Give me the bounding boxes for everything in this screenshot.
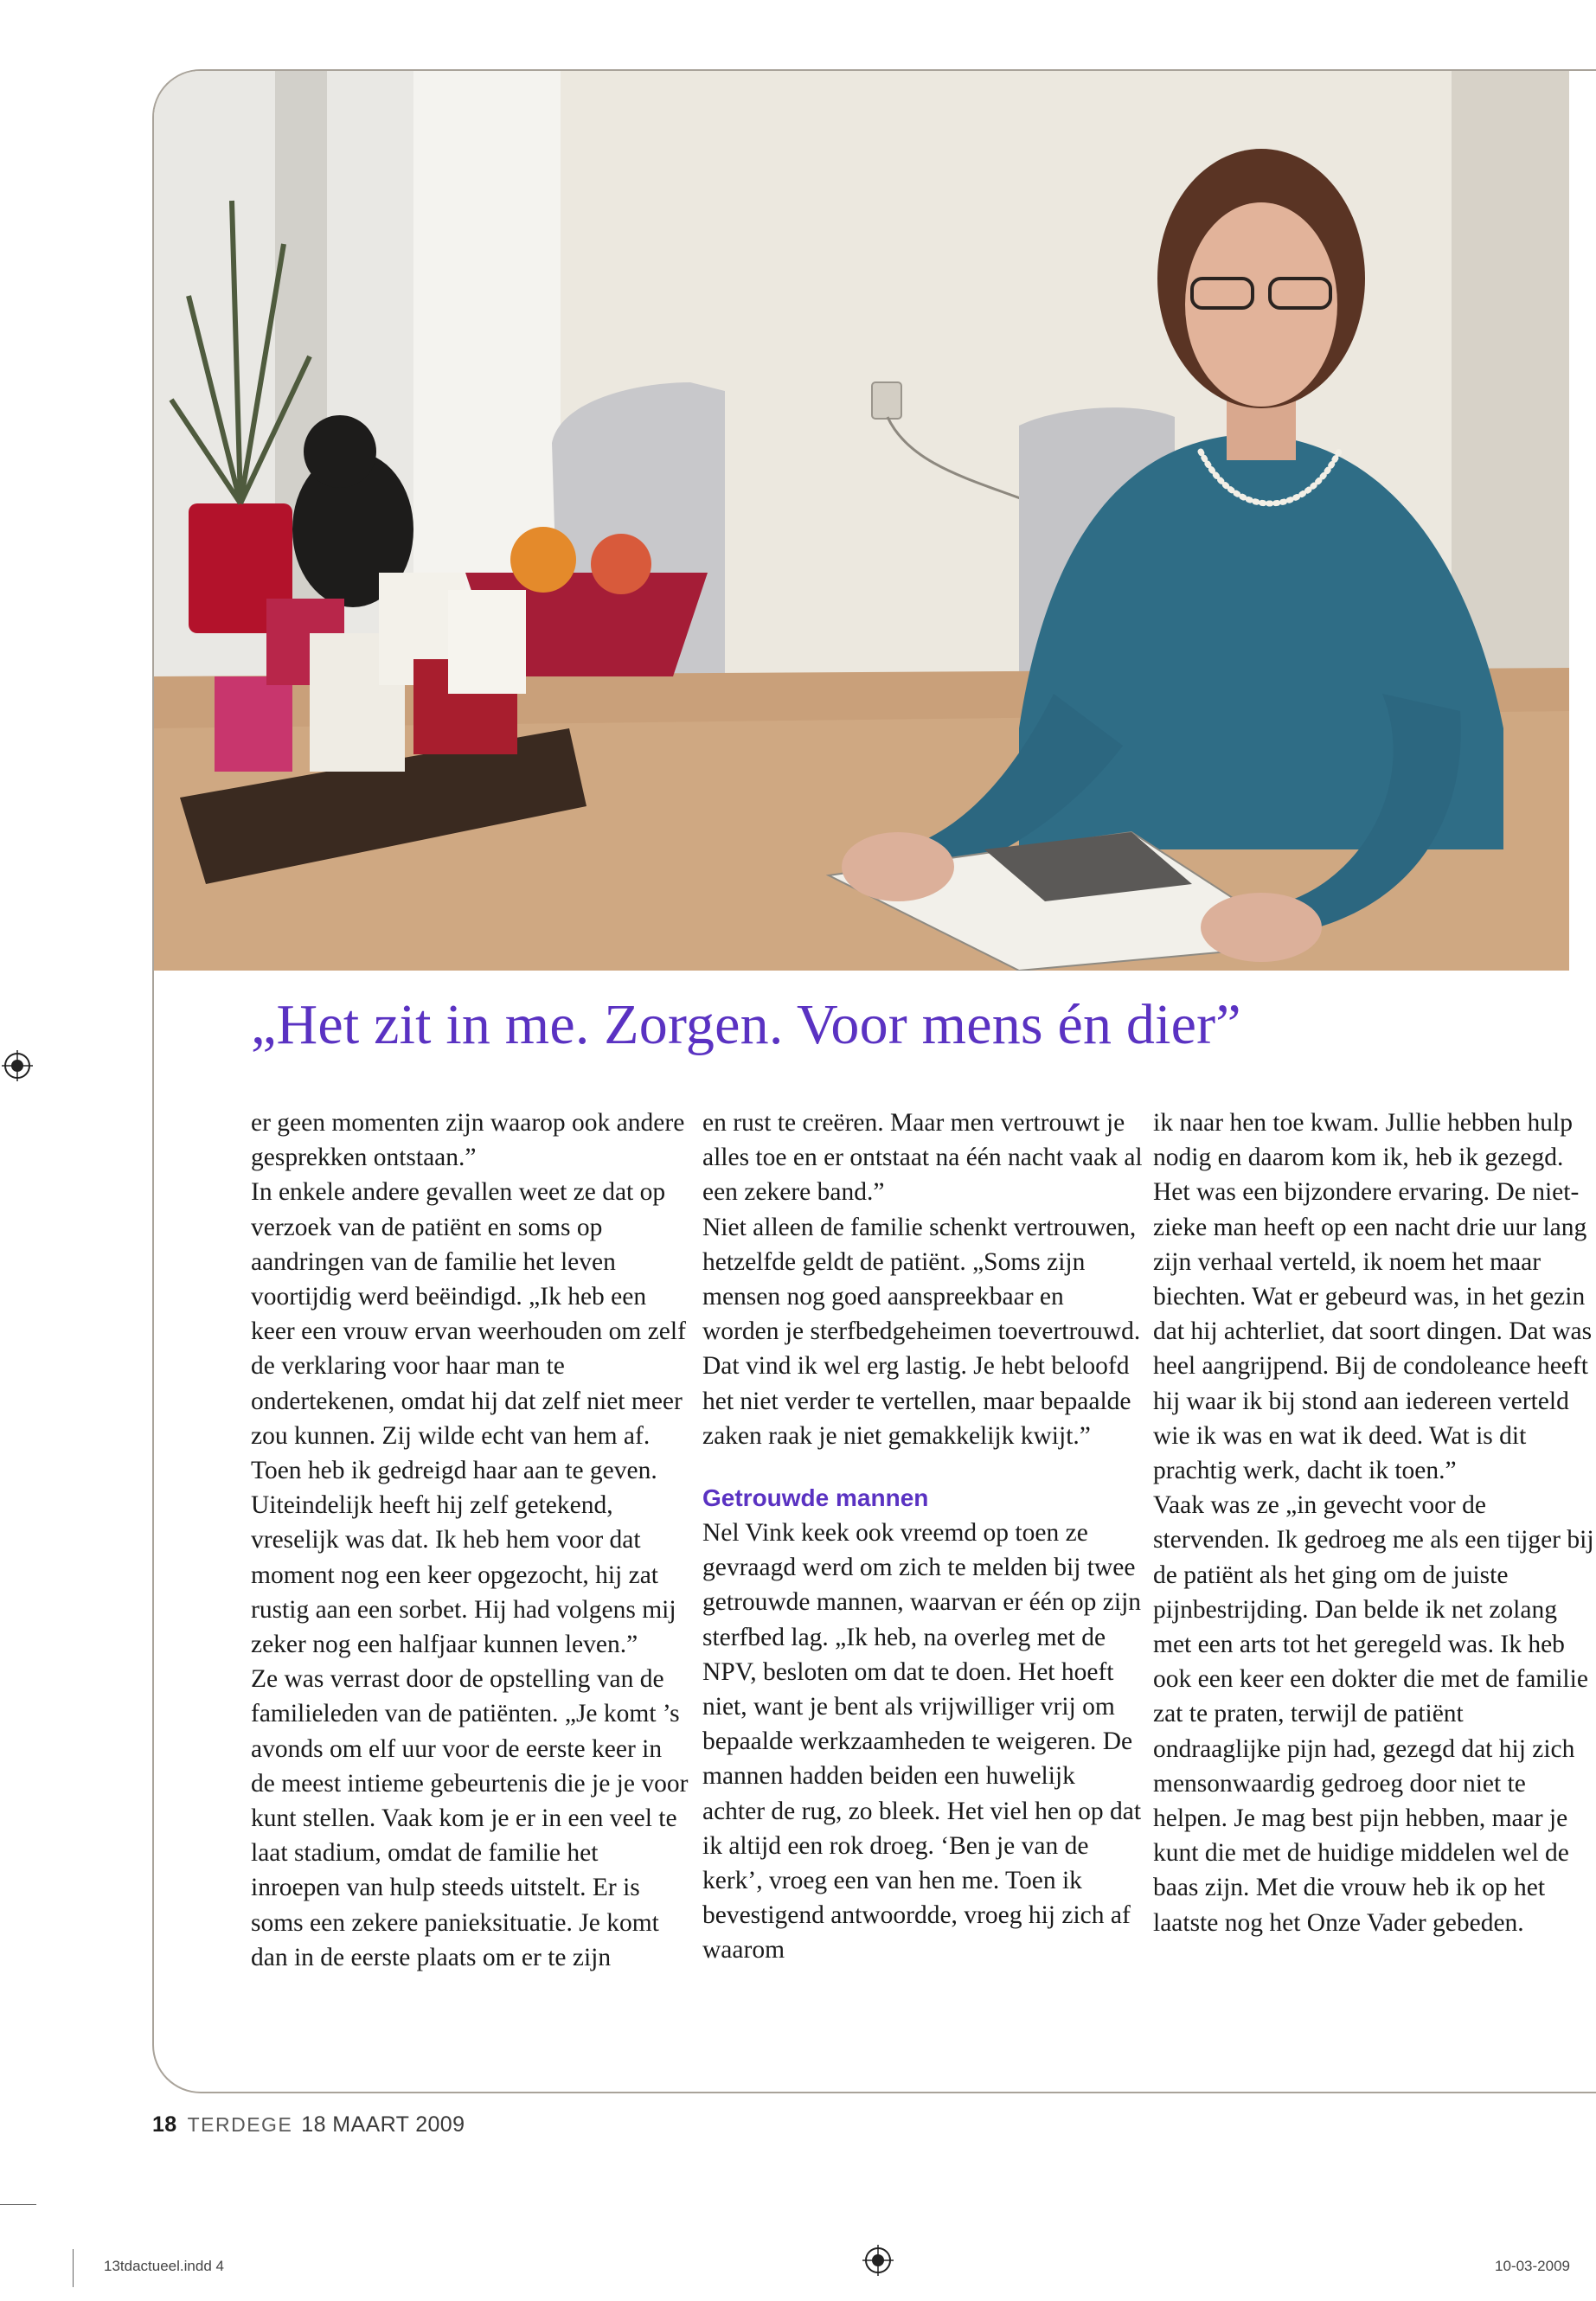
text-column-2 bbox=[702, 1106, 1144, 1968]
magazine-name: TERDEGE bbox=[187, 2113, 293, 2136]
cat-head bbox=[304, 415, 376, 488]
candle-pink bbox=[215, 676, 292, 772]
hand-right bbox=[1201, 893, 1322, 962]
text-column-1 bbox=[251, 1106, 692, 1975]
paragraph: Nel Vink keek ook vreemd op toen ze gevraagd werd om zich te melden bij twee getrouwde mannen, waarvan er één op zijn sterfbed lag. „Ik heb, na overleg met de NPV, besloten om dat te doen. Het hoeft niet, want je bent als vrijwilliger vrij om bepaalde werkzaamheden te weigeren. De mannen hadden beiden een huwelijk achter de rug, zo bleek. Het viel hen op dat ik altijd een rok droeg. ‘Ben je van de kerk’, vroeg een van hen me. Toen ik bevestigend antwoordde, vroeg hij zich af waarom bbox=[702, 1519, 1142, 1965]
issue-date: 18 MAART 2009 bbox=[301, 2112, 465, 2137]
paragraph: Ze was verrast door de opstelling van de familieleden van de patiënten. „Je komt ’s avonds om elf uur voor de eerste keer in de meest intieme gebeurtenis die je je voor kunt stellen. Vaak kom je er in een veel te laat stadium, omdat de familie het inroepen van hulp steeds uitstelt. Er is soms een zekere panieksituatie. Je komt dan in de eerste plaats om er te zijn bbox=[251, 1665, 689, 1971]
paragraph: en rust te creëren. Maar men vertrouwt je alles toe en er ontstaat na één nacht vaak al een zekere band.” bbox=[702, 1109, 1143, 1207]
candle-white-3 bbox=[448, 590, 526, 694]
pull-quote-headline: „Het zit in me. Zorgen. Voor mens én dier” bbox=[251, 993, 1241, 1056]
paragraph: er geen momenten zijn waarop ook andere gesprekken ontstaan.” bbox=[251, 1109, 685, 1172]
page-number: 18 bbox=[152, 2112, 177, 2137]
paragraph: Vaak was ze „in gevecht voor de stervenden. Ik gedroeg me als een tijger bij de patiënt als het ging om de juiste pijnbestrijding. Dan belde ik net zolang met een arts tot het geregeld was. Ik heb ook een keer een dokter die met de familie zat te praten, terwijl de patiënt ondraaglijke pijn had, gezegd dat hij zich mensonwaardig gedroeg door niet te helpen. Je mag best pijn hebben, maar je kunt die met de huidige middelen wel de baas zijn. Met die vrouw heb ik op het laatste nog het Onze Vader gebeden. bbox=[1153, 1491, 1594, 1937]
crop-mark bbox=[0, 2204, 36, 2205]
section-subhead: Getrouwde mannen bbox=[702, 1484, 929, 1512]
text-column-3 bbox=[1153, 1106, 1594, 1940]
article-photo bbox=[154, 71, 1569, 971]
paragraph: In enkele andere gevallen weet ze dat op verzoek van de patiënt en soms op aandringen van de familie het leven voortijdig werd beëindigd. „Ik heb een keer een vrouw ervan weerhouden om zelf de verklaring voor haar man te ondertekenen, omdat hij dat zelf niet meer zou kunnen. Zij wilde echt van hem af. Toen heb ik gedreigd haar aan te geven. Uiteindelijk heeft hij zelf getekend, vreselijk was dat. Ik heb hem voor dat moment nog een keer opgezocht, hij zat rustig aan een sorbet. Hij had volgens mij zeker nog een halfjaar kunnen leven.” bbox=[251, 1178, 686, 1659]
wall-socket bbox=[872, 382, 901, 419]
registration-mark-icon bbox=[862, 2245, 894, 2276]
paragraph: ik naar hen toe kwam. Jullie hebben hulp nodig en daarom kom ik, heb ik gezegd. Het was een bijzondere ervaring. De niet-zieke man heeft op een nacht drie uur lang zijn verhaal verteld, ik noem het maar biechten. Wat er gebeurd was, in het gezin dat hij achterliet, dat soort dingen. Dat was heel aangrijpend. Bij de condoleance heeft hij waar ik bij stond aan iedereen verteld wie ik was en wat ik deed. Wat is dit prachtig werk, dacht ik toen.” bbox=[1153, 1109, 1593, 1485]
orange-fruit bbox=[510, 527, 576, 593]
crop-mark bbox=[73, 2249, 74, 2287]
hand-left bbox=[842, 832, 954, 901]
print-slug-file: 13tdactueel.indd 4 bbox=[104, 2258, 224, 2274]
photo-illustration bbox=[154, 71, 1569, 971]
apple-fruit bbox=[591, 534, 651, 594]
print-slug-date: 10-03-2009 bbox=[1495, 2258, 1570, 2274]
page-footer bbox=[152, 2112, 465, 2138]
woman-face bbox=[1185, 202, 1337, 407]
registration-mark-icon bbox=[2, 1050, 33, 1081]
article-body bbox=[0, 1106, 1596, 2057]
paragraph: Niet alleen de familie schenkt vertrouwen, hetzelfde geldt de patiënt. „Soms zijn mensen nog goed aanspreekbaar en worden je sterfbedgeheimen toevertrouwd. Dat vind ik wel erg lastig. Je hebt beloofd het niet verder te vertellen, maar bepaalde zaken raak je niet gemakkelijk kwijt.” bbox=[702, 1213, 1141, 1450]
